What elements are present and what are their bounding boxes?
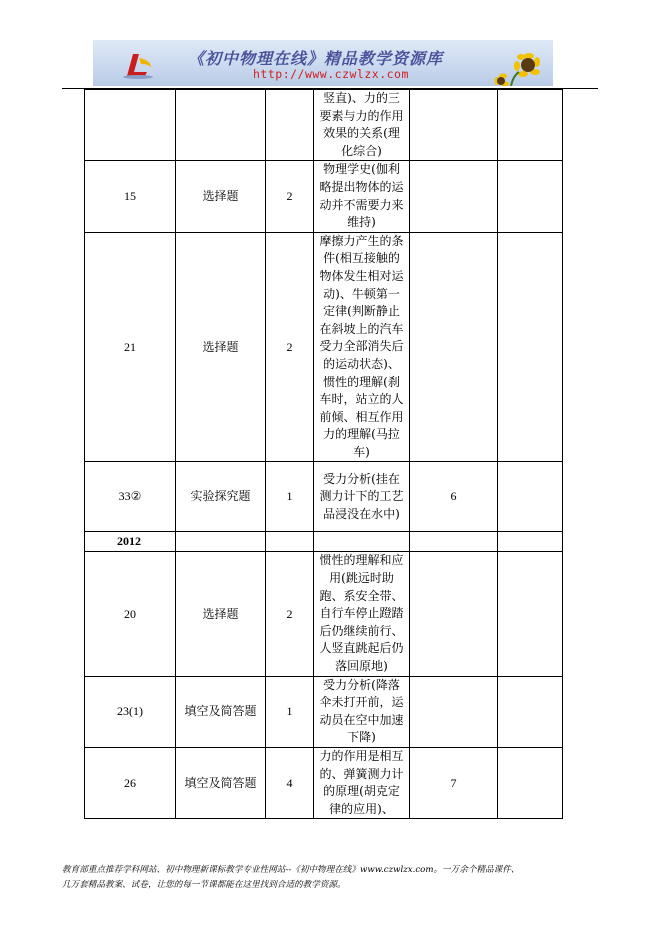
note-cell [498, 90, 563, 161]
knowledge-point-cell [314, 462, 410, 532]
footer-note [62, 863, 602, 893]
question-type-cell: 选择题 [176, 161, 266, 232]
question-type-cell [176, 90, 266, 161]
question-number-cell: 23(1) [85, 676, 176, 747]
score-cell: 1 [266, 462, 314, 532]
empty-cell [314, 532, 410, 552]
question-number-cell: 15 [85, 161, 176, 232]
total-score-cell: 7 [410, 748, 498, 819]
total-score-cell [410, 161, 498, 232]
sunflower-icon [491, 46, 547, 86]
score-cell: 1 [266, 676, 314, 747]
knowledge-point-text: 惯性的理解和应用(跳远时助跑、系安全带、自行车停止蹬踏后仍继续前行、人竖直跳起后仍落回原地) [319, 553, 404, 674]
knowledge-point-cell [314, 748, 410, 819]
table-row [85, 90, 563, 161]
empty-cell [498, 532, 563, 552]
note-cell [498, 676, 563, 747]
note-cell [498, 552, 563, 676]
score-cell: 2 [266, 232, 314, 462]
question-type-cell: 实验探究题 [176, 462, 266, 532]
score-cell: 2 [266, 161, 314, 232]
footer-line-2: 几万套精品教案、试卷，让您的每一节课都能在这里找到合适的教学资源。 [62, 880, 346, 890]
knowledge-point-cell [314, 161, 410, 232]
total-score-cell [410, 676, 498, 747]
total-score-cell [410, 90, 498, 161]
knowledge-point-text: 受力分析(挂在测力计下的工艺品浸没在水中) [319, 471, 404, 521]
table-row [85, 161, 563, 232]
question-type-cell: 选择题 [176, 552, 266, 676]
empty-cell [176, 532, 266, 552]
note-cell [498, 161, 563, 232]
exam-analysis-table [84, 89, 563, 819]
knowledge-point-text: 竖直)、力的三要素与力的作用效果的关系(理化综合) [319, 91, 404, 158]
year-label: 2012 [85, 532, 176, 552]
site-logo-icon [121, 48, 155, 80]
score-cell: 2 [266, 552, 314, 676]
table-row [85, 748, 563, 819]
year-row [85, 532, 563, 552]
question-type-cell: 填空及简答题 [176, 676, 266, 747]
total-score-cell: 6 [410, 462, 498, 532]
question-number-cell: 21 [85, 232, 176, 462]
note-cell [498, 462, 563, 532]
note-cell [498, 232, 563, 462]
total-score-cell [410, 232, 498, 462]
note-cell [498, 748, 563, 819]
knowledge-point-text: 物理学史(伽利略提出物体的运动并不需要力来维持) [319, 162, 404, 230]
header-banner [93, 40, 553, 86]
knowledge-point-cell [314, 232, 410, 462]
table-row [85, 232, 563, 462]
site-title: 《初中物理在线》精品教学资源库 [188, 49, 444, 68]
question-number-cell [85, 90, 176, 161]
table-row [85, 552, 563, 676]
knowledge-point-text: 摩擦力产生的条件(相互接触的物体发生相对运动)、牛顿第一定律(判断静止在斜坡上的汽车受力全部消失后的运动状态)、惯性的理解(刹车时，站立的人前倾、相互作用力的理解(马拉车) [319, 233, 404, 459]
empty-cell [410, 532, 498, 552]
score-cell [266, 90, 314, 161]
knowledge-point-cell [314, 90, 410, 161]
knowledge-point-text: 受力分析(降落伞未打开前，运动员在空中加速下降) [319, 677, 404, 745]
knowledge-point-cell [314, 552, 410, 676]
question-type-cell: 填空及简答题 [176, 748, 266, 819]
footer-line-1: 教育部重点推荐学科网站、初中物理新课标教学专业性网站--《初中物理在线》www.czwlzx.com。一万余个精品课件、 [62, 865, 520, 875]
table-row [85, 462, 563, 532]
question-number-cell: 26 [85, 748, 176, 819]
total-score-cell [410, 552, 498, 676]
question-number-cell: 33② [85, 462, 176, 532]
knowledge-point-cell [314, 676, 410, 747]
site-url[interactable]: http://www.czwlzx.com [253, 67, 409, 81]
empty-cell [266, 532, 314, 552]
question-number-cell: 20 [85, 552, 176, 676]
question-type-cell: 选择题 [176, 232, 266, 462]
knowledge-point-text: 力的作用是相互的、弹簧测力计的原理(胡克定律的应用)、 [319, 749, 404, 816]
table-row [85, 676, 563, 747]
score-cell: 4 [266, 748, 314, 819]
